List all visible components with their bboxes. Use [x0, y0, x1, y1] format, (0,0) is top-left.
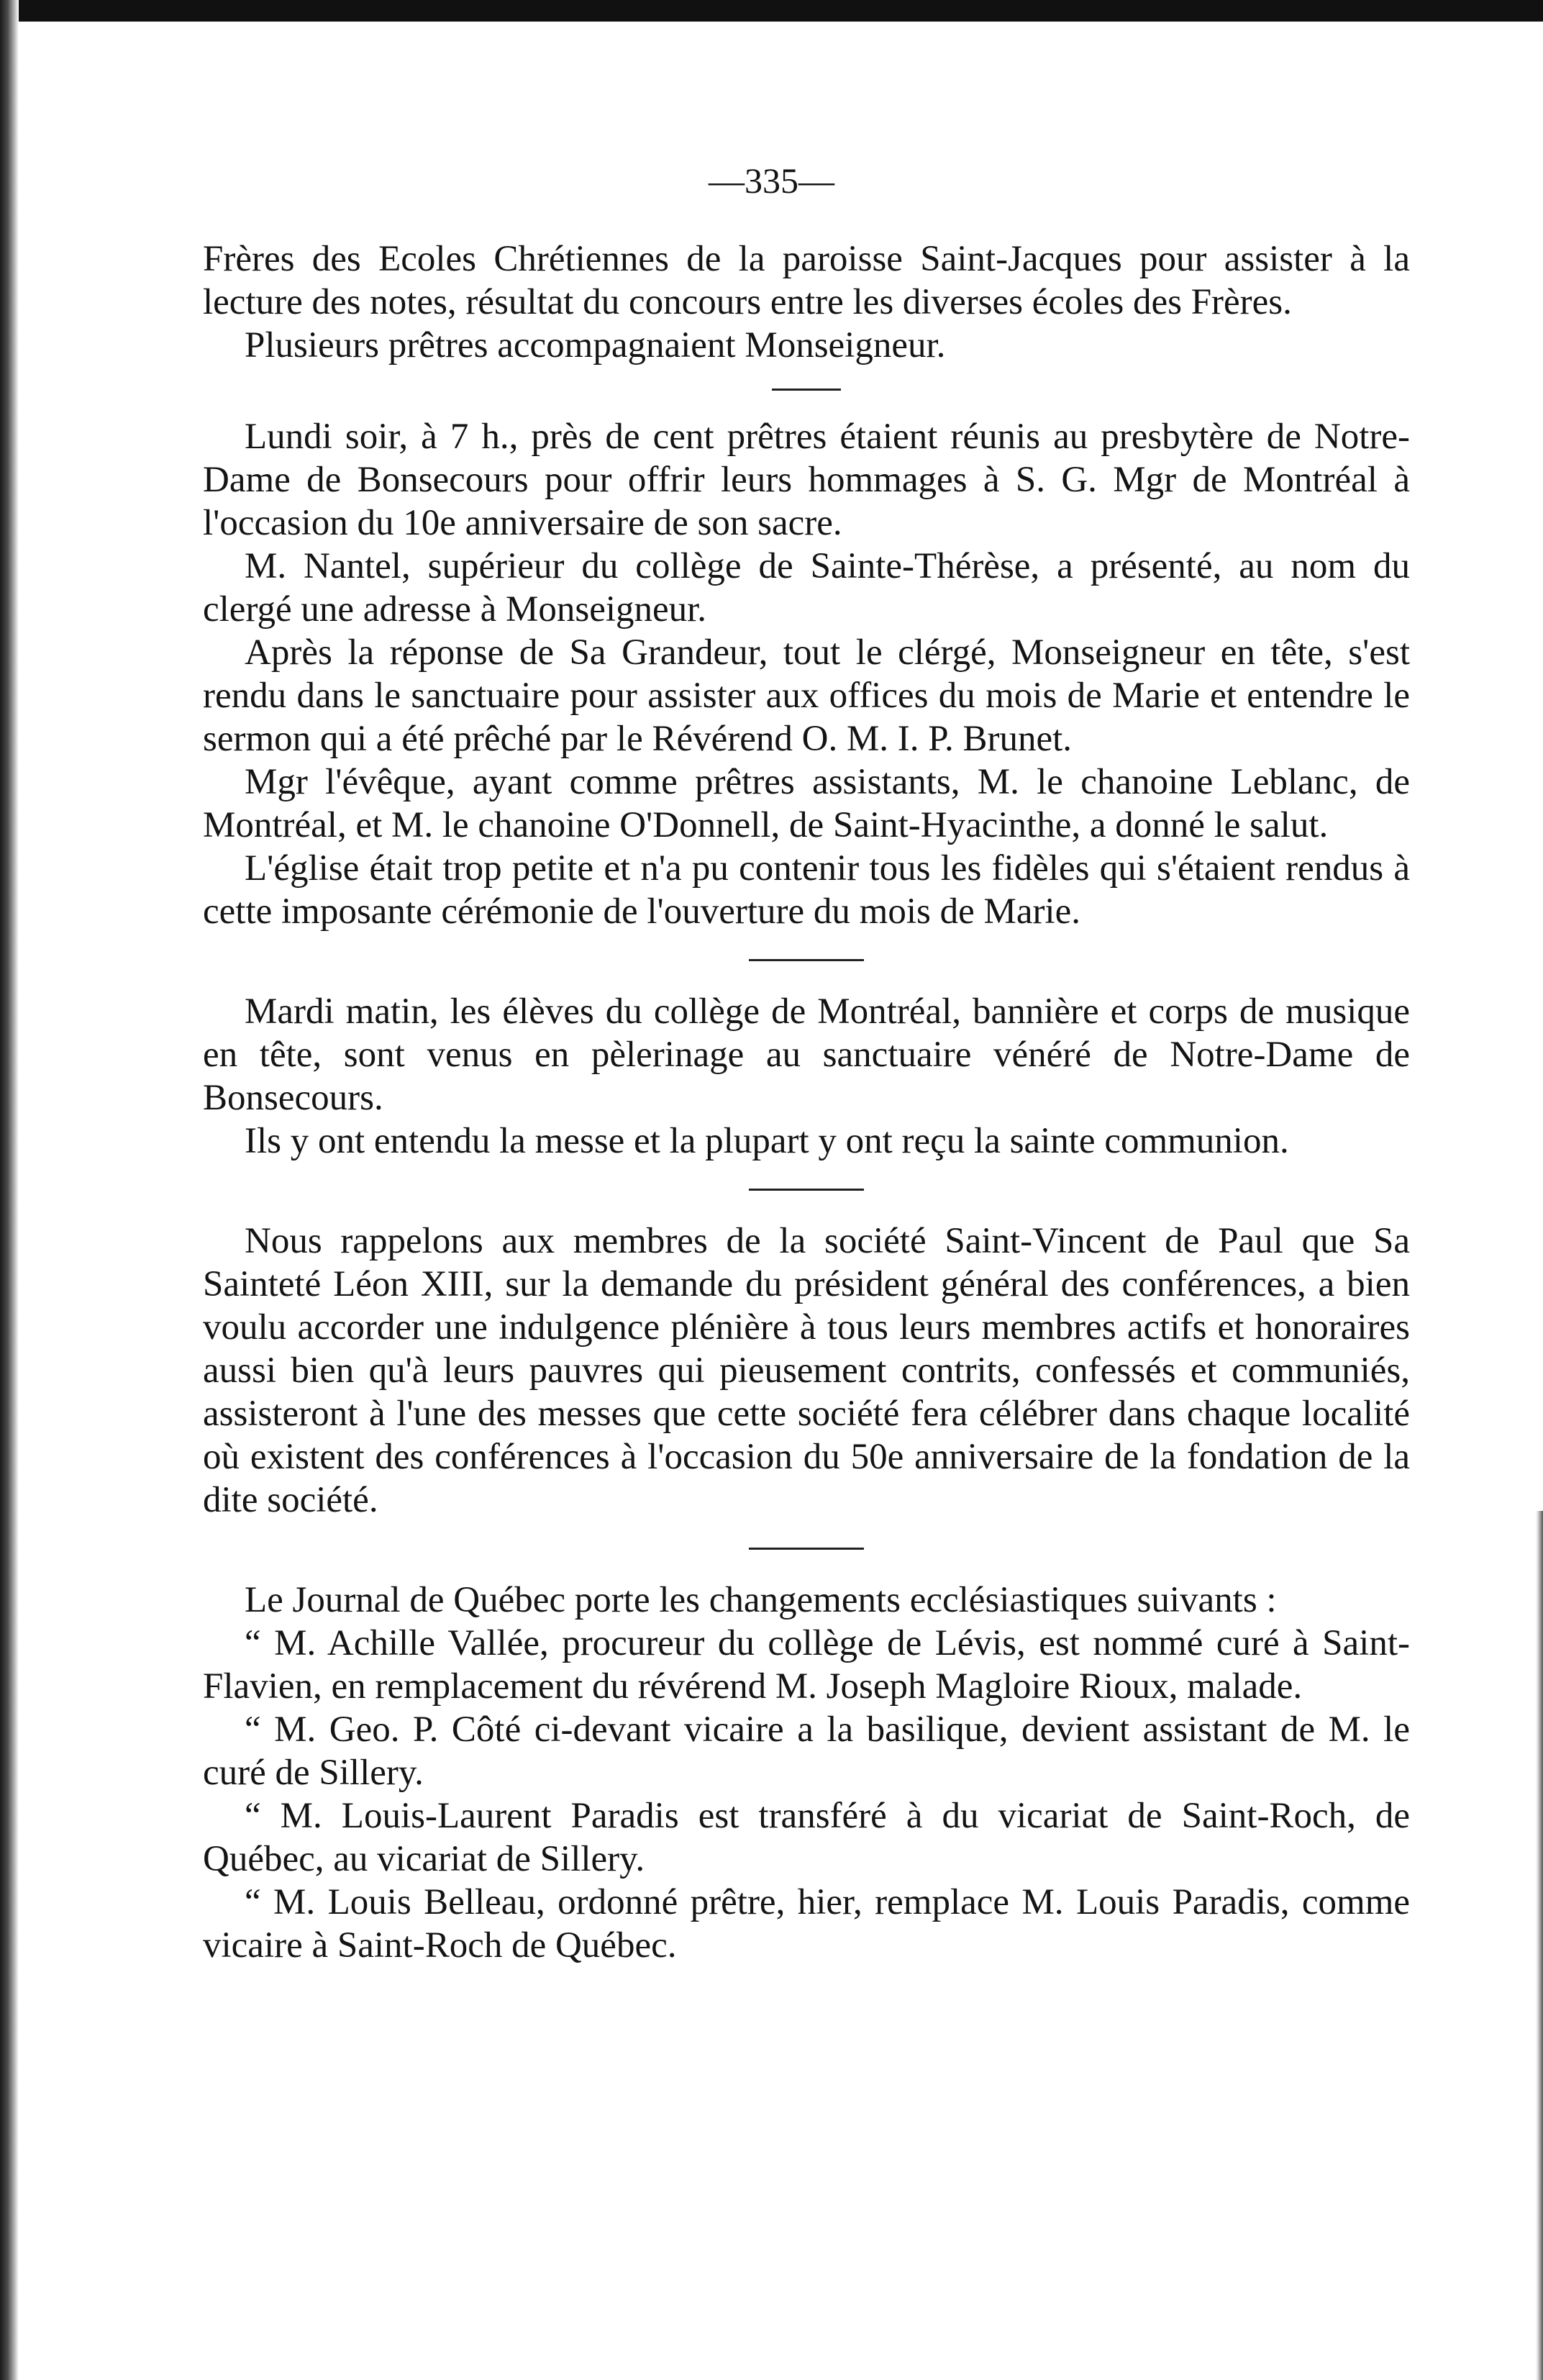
- section-separator: [749, 959, 864, 961]
- paragraph: M. Nantel, supérieur du collège de Sainte-Thérèse, a présenté, au nom du clergé une adresse à Monseigneur.: [203, 546, 1410, 630]
- paragraph: Le Journal de Québec porte les changements ecclésiastiques suivants :: [245, 1580, 1277, 1620]
- paragraph: Mgr l'évêque, ayant comme prêtres assistants, M. le chanoine Leblanc, de Montréal, et M. le chanoine O'Donnell, de Saint-Hyacinthe, a donné le salut.: [203, 762, 1410, 845]
- paragraph: Frères des Ecoles Chrétiennes de la paroisse Saint-Jacques pour assister à la lecture des notes, résultat du concours entre les diverses écoles des Frères.: [203, 239, 1410, 322]
- scan-top-border: [0, 0, 1543, 22]
- page-number: —335—: [709, 160, 834, 201]
- paragraph: “ M. Geo. P. Côté ci-devant vicaire a la basilique, devient assistant de M. le curé de Sillery.: [203, 1709, 1410, 1793]
- paragraph: Lundi soir, à 7 h., près de cent prêtres étaient réunis au presbytère de Notre-Dame de Bonsecours pour offrir leurs hommages à S. G. Mgr de Montréal à l'occasion du 10e anniversaire de son sacre.: [203, 417, 1410, 543]
- paragraph: Après la réponse de Sa Grandeur, tout le clérgé, Monseigneur en tête, s'est rendu dans le sanctuaire pour assister aux offices du mois de Marie et entendre le sermon qui a été prêché par le Révérend O. M. I. P. Brunet.: [203, 632, 1410, 759]
- paragraph: “ M. Louis Belleau, ordonné prêtre, hier, remplace M. Louis Paradis, comme vicaire à Saint-Roch de Québec.: [203, 1882, 1410, 1966]
- paragraph: Ils y ont entendu la messe et la plupart y ont reçu la sainte communion.: [245, 1121, 1289, 1161]
- text-column: [203, 237, 1410, 1967]
- section-separator: [772, 389, 841, 391]
- paragraph: “ M. Louis-Laurent Paradis est transféré à du vicariat de Saint-Roch, de Québec, au vicariat de Sillery.: [203, 1796, 1410, 1879]
- section-separator: [749, 1548, 864, 1550]
- paragraph: Plusieurs prêtres accompagnaient Monseigneur.: [245, 325, 946, 365]
- paragraph: Mardi matin, les élèves du collège de Montréal, bannière et corps de musique en tête, sont venus en pèlerinage au sanctuaire vénéré de Notre-Dame de Bonsecours.: [203, 991, 1410, 1118]
- paragraph: L'église était trop petite et n'a pu contenir tous les fidèles qui s'étaient rendus à cette imposante cérémonie de l'ouverture du mois de Marie.: [203, 848, 1410, 932]
- paragraph: “ M. Achille Vallée, procureur du collège de Lévis, est nommé curé à Saint-Flavien, en remplacement du révérend M. Joseph Magloire Rioux, malade.: [203, 1623, 1410, 1707]
- section-separator: [749, 1189, 864, 1191]
- scan-right-edge: [1536, 1511, 1543, 2380]
- scan-left-edge: [0, 0, 19, 2380]
- paragraph: Nous rappelons aux membres de la société Saint-Vincent de Paul que Sa Sainteté Léon XIII, sur la demande du président général des conférences, a bien voulu accorder une indulgence plénière à tous leurs membres actifs et honoraires aussi bien qu'à leurs pauvres qui pieusement contrits, confessés et communiés, assisteront à l'une des messes que cette société fera célébrer dans chaque localité où existent des conférences à l'occasion du 50e anniversaire de la fondation de la dite société.: [203, 1221, 1410, 1520]
